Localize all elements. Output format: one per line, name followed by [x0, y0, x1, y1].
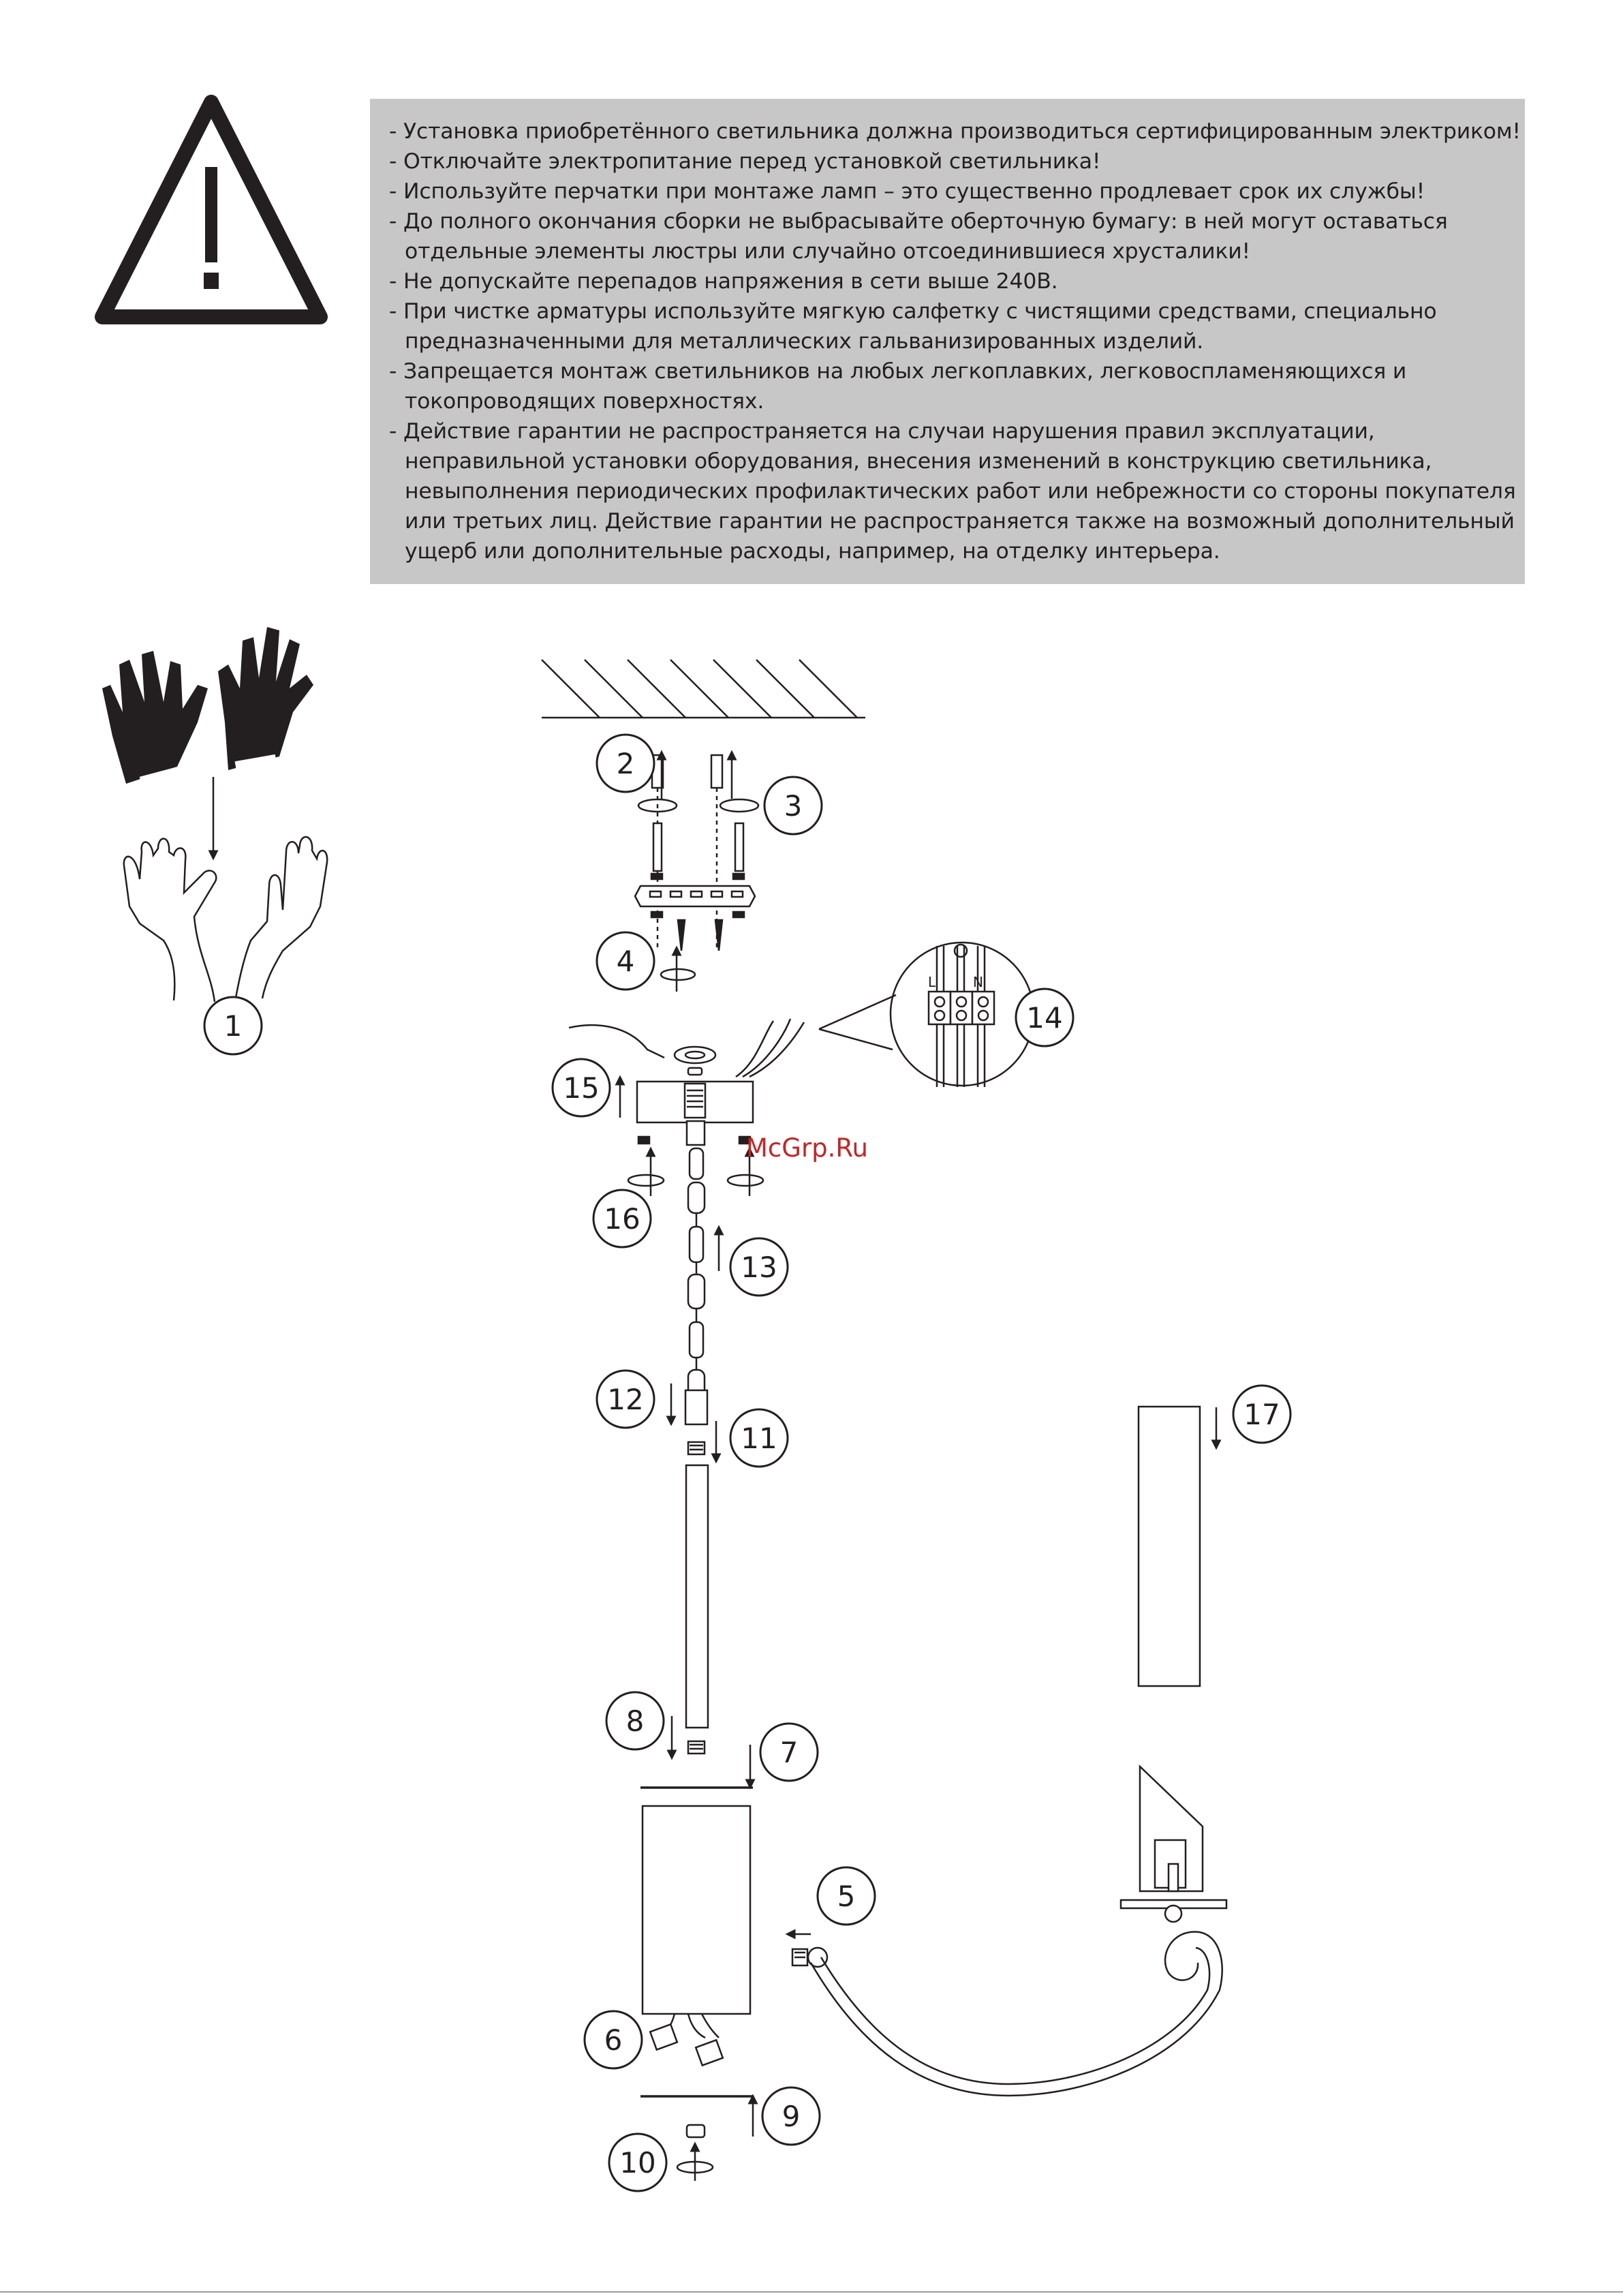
warning-line: - До полного окончания сборки не выбрасывайте оберточную бумагу: в ней могут оставаться [389, 209, 1448, 234]
terminal-label-live: L [928, 974, 936, 990]
svg-text:9: 9 [782, 2100, 801, 2133]
svg-text:1: 1 [223, 1009, 243, 1043]
svg-text:11: 11 [741, 1422, 777, 1455]
callout-6 [585, 2011, 642, 2068]
svg-text:12: 12 [607, 1383, 644, 1416]
lamp-holder [1121, 1766, 1226, 1922]
svg-text:5: 5 [837, 1880, 856, 1913]
svg-text:6: 6 [604, 2023, 623, 2057]
gloves-icon [102, 627, 313, 784]
callout-7 [760, 1724, 818, 1781]
svg-text:14: 14 [1026, 1001, 1063, 1035]
warning-line: - При чистке арматуры используйте мягкую салфетку с чистящими средствами, специально [389, 299, 1437, 324]
callout-8 [606, 1692, 664, 1749]
warning-line: - Используйте перчатки при монтаже ламп – это существенно продлевает срок их службы! [389, 179, 1425, 204]
svg-text:2: 2 [616, 747, 635, 780]
svg-text:8: 8 [625, 1704, 645, 1738]
warning-line: токопроводящих поверхностях. [405, 389, 764, 414]
page-bottom-rule [0, 2291, 1623, 2293]
warning-line: - Не допускайте перепадов напряжения в сети выше 240В. [389, 269, 1058, 294]
callout-12 [597, 1371, 654, 1428]
svg-text:7: 7 [779, 1736, 799, 1769]
lamp-shade [1139, 1407, 1216, 1686]
svg-text:13: 13 [741, 1251, 777, 1284]
terminal-label-neutral: N [973, 974, 983, 990]
callout-9 [762, 2087, 820, 2145]
svg-text:4: 4 [616, 945, 635, 978]
callout-3 [764, 777, 822, 834]
svg-text:15: 15 [563, 1071, 600, 1105]
callout-5 [818, 1867, 875, 1925]
terminal-block-detail [819, 943, 1034, 1087]
callout-16 [593, 1190, 651, 1247]
warning-line: предназначенными для металлических гальванизированных изделий. [405, 329, 1204, 354]
svg-text:16: 16 [604, 1202, 640, 1236]
chain [685, 1121, 719, 1424]
warning-line: - Действие гарантии не распространяется на случаи нарушения правил эксплуатации, [389, 419, 1375, 444]
watermark: McGrp.Ru [746, 1133, 868, 1163]
lamp-arm [790, 1932, 1222, 2096]
svg-text:3: 3 [784, 789, 803, 823]
hands-icon [124, 837, 327, 1002]
warning-line: невыполнения периодических профилактических работ или небрежности со стороны покупателя [405, 479, 1516, 504]
warning-line: - Запрещается монтаж светильников на любых легкоплавких, легковоспламеняющихся и [389, 359, 1407, 384]
callout-14 [1016, 989, 1073, 1046]
warning-line: отдельные элементы люстры или случайно отсоединившиеся хрусталики! [405, 239, 1250, 264]
callout-1 [204, 997, 262, 1054]
warning-line: или третьих лиц. Действие гарантии не распространяется также на возможный дополнительный [405, 509, 1515, 534]
warning-line: - Установка приобретённого светильника должна производиться сертифицированным электриком! [389, 119, 1521, 144]
warning-line: ущерб или дополнительные расходы, например, на отделку интерьера. [405, 539, 1220, 564]
lamp-body [640, 1806, 753, 2181]
warning-triangle-icon [102, 102, 320, 317]
ceiling [542, 660, 865, 718]
warning-line: неправильной установки оборудования, внесения изменений в конструкцию светильника, [405, 449, 1432, 474]
callout-4 [597, 932, 654, 990]
callout-11 [730, 1409, 788, 1467]
callout-13 [730, 1238, 788, 1296]
callout-15 [553, 1059, 610, 1116]
svg-text:17: 17 [1243, 1398, 1280, 1431]
callout-17 [1233, 1386, 1290, 1443]
warning-line: - Отключайте электропитание перед установкой светильника! [389, 149, 1101, 174]
callout-10 [609, 2134, 666, 2191]
svg-text:10: 10 [619, 2146, 656, 2179]
callout-2 [597, 735, 654, 792]
